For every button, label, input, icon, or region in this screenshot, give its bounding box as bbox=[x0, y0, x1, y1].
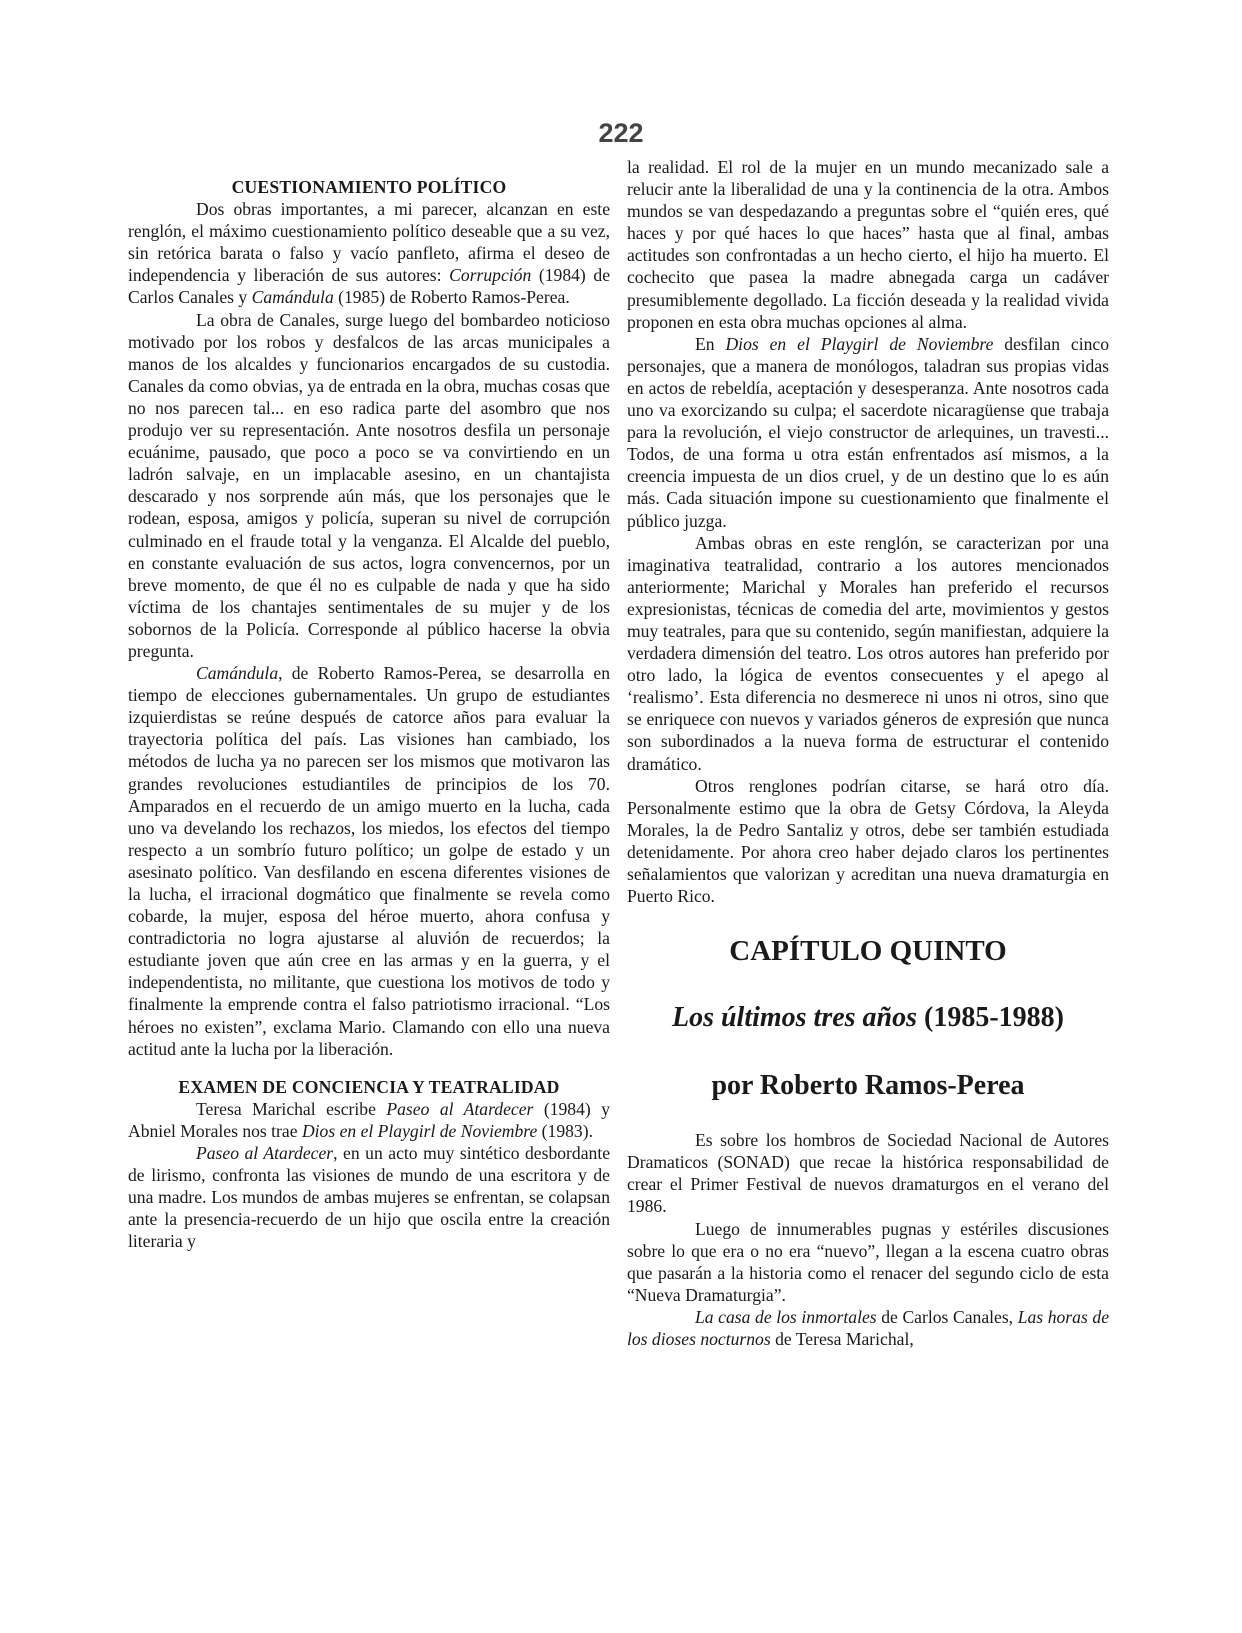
text-run: de Carlos Canales, bbox=[876, 1306, 1018, 1327]
text-run: , en un acto muy sintético desbordante de lirismo, confronta las visiones de mundo de una escritora y de una madre. Los mundos de ambas mujeres se enfrentan, se colapsan ante la presencia-recuerdo de un hijo que oscila entre la creación literaria y bbox=[128, 1143, 611, 1252]
paragraph: la realidad. El rol de la mujer en un mundo mecanizado sale a relucir ante la liberalidad de una y la continencia de la otra. Ambos mundos se van despedazando a preguntas sobre el “quién eres, qué haces y por qué haces lo que haces” hasta que al final, ambas actitudes son confrontadas a un hecho cierto, el hijo ha muerto. El cochecito que pasea la madre abnegada carga un cadáver presumiblemente degollado. La ficción deseada y la realidad vivida proponen en esta obra muchas opciones al alma. bbox=[627, 157, 1109, 332]
chapter-subtitle-years: (1985-1988) bbox=[917, 1002, 1065, 1034]
chapter-author: por Roberto Ramos-Perea bbox=[711, 1070, 1025, 1102]
text-run: , de Roberto Ramos-Perea, se desarrolla en tiempo de elecciones gubernamentales. Un grupo de estudiantes izquierdistas se reúne después de catorce años para evaluar la trayectoria política del país. Las visiones han cambiado, los métodos de lucha ya no parecen ser los mismos que motivaron las grandes revoluciones estudiantiles de principios de los 70. Amparados en el recuerdo de un amigo muerto en la lucha, cada uno va develando los rechazos, los miedos, los efectos del tiempo respecto a un sombrío futuro político; un golpe de estado y un asesinato político. Van desfilando en escena diferentes visiones de la lucha, el irracional dogmático que finalmente se revela como cobarde, la mujer, esposa del héroe muerto, ahora confusa y contradictoria no logra ajustarse al aluvión de recuerdos; la estudiante joven que aún cree en las armas y en la guerra, y el independentista, no militante, que cuestiona los motivos de todo y finalmente la emprende contra el falso patriotismo irracional. “Los héroes no existen”, exclama Mario. Clamando con ello una nueva actitud ante la lucha por la liberación. bbox=[128, 663, 610, 1059]
section-heading-cuestionamiento: CUESTIONAMIENTO POLÍTICO bbox=[231, 177, 507, 197]
right-column bbox=[627, 156, 1109, 1350]
paragraph bbox=[128, 1098, 610, 1142]
page-number: 222 bbox=[598, 118, 644, 148]
chapter-title: CAPÍTULO QUINTO bbox=[729, 935, 1007, 968]
work-title: Dios en el Playgirl de Noviembre bbox=[725, 333, 994, 354]
text-run: En bbox=[695, 333, 726, 354]
text-run: (1985) de Roberto Ramos-Perea. bbox=[333, 287, 570, 308]
paragraph bbox=[128, 198, 610, 308]
work-title: Paseo al Atardecer bbox=[386, 1098, 534, 1119]
chapter-subtitle bbox=[627, 1001, 1109, 1035]
section-heading-examen: EXAMEN DE CONCIENCIA Y TEATRALIDAD bbox=[178, 1076, 560, 1097]
work-title: Camándula bbox=[196, 663, 279, 684]
paragraph: La obra de Canales, surge luego del bombardeo noticioso motivado por los robos y desfalcos de las arcas municipales a manos de los alcaldes y funcionarios encargados de su custodia. Canales da como obvias, ya de entrada en la obra, muchas cosas que no nos parecen tal... en eso radica parte del asombro que nos produjo ver su representación. Ante nosotros desfila un personaje ecuánime, pausado, que poco a poco se va convirtiendo en un ladrón salvaje, en un implacable asesino, en un chantajista descarado y nos sorprende aún más, que los personajes que le rodean, esposa, amigos y policía, superan su nivel de corrupción culminado en el fraude total y la venganza. El Alcalde del pueblo, en constante evaluación de sus actos, logra convencernos, por un breve momento, de que él no es culpable de nada y que ha sido víctima de los chantajes sentimentales de su mujer y de los sobornos de la Policía. Corresponde al público hacerse la obvia pregunta. bbox=[128, 309, 610, 661]
text-run: (1984) de Carlos Canales y bbox=[128, 265, 610, 308]
text-run: desfilan cinco personajes, que a manera de monólogos, taladran sus propias vidas en actos de rebeldía, aceptación y desesperanza. Ante nosotros cada uno va exorcizando su culpa; el sacerdote nicaragüense que trabaja para la revolución, el viejo constructor de arlequines, un travesti... Todos, de una forma u otra están enfrentados así mismos, a la creencia impuesta de un dios cruel, y de un destino que lo es aún más. Cada situación impone su cuestionamiento que finalmente el público juzga. bbox=[627, 333, 1110, 531]
work-title: Camándula bbox=[251, 287, 334, 308]
work-title: Paseo al Atardecer bbox=[196, 1143, 334, 1164]
paragraph: Luego de innumerables pugnas y estériles discusiones sobre lo que era o no era “nuevo”, llegan a la escena cuatro obras que pasarán a la historia como el renacer del segundo ciclo de esta “Nueva Dramaturgia”. bbox=[627, 1218, 1109, 1305]
text-run: de Teresa Marichal, bbox=[770, 1329, 914, 1350]
text-run: (1983). bbox=[537, 1120, 593, 1141]
text-run: (1984) y Abniel Morales nos trae bbox=[128, 1098, 611, 1141]
paragraph: Otros renglones podrían citarse, se hará otro día. Personalmente estimo que la obra de Getsy Córdova, la Aleyda Morales, la de Pedro Santaliz y otros, debe ser también estudiada detenidamente. Por ahora creo haber dejado claros los pertinentes señalamientos que valorizan y acreditan una nueva dramaturgia en Puerto Rico. bbox=[627, 775, 1109, 907]
paragraph: Ambas obras en este renglón, se caracterizan por una imaginativa teatralidad, contrario a los autores mencionados anteriormente; Marichal y Morales han preferido el recursos expresionistas, técnicas de comedia del arte, movimientos y gestos muy teatrales, para que su contenido, según manifiestan, adquiere la verdadera dimensión del teatro. Los otros autores han preferido por otro lado, la lógica de eventos consecuentes y el apego al ‘realismo’. Esta diferencia no desmerece ni unos ni otros, sino que se enriquece con nuevos y variados géneros de expresión que nunca son subordinados a la nueva forma de estructurar el contenido dramático. bbox=[627, 532, 1109, 774]
chapter-subtitle-italic: Los últimos tres años bbox=[671, 1002, 918, 1034]
text-run: Teresa Marichal escribe bbox=[196, 1098, 387, 1119]
work-title: Dios en el Playgirl de Noviembre bbox=[301, 1120, 538, 1141]
work-title: La casa de los inmortales bbox=[695, 1306, 877, 1327]
work-title: Corrupción bbox=[449, 265, 532, 286]
paragraph bbox=[627, 333, 1109, 532]
paragraph bbox=[128, 662, 610, 1060]
text-run: Dos obras importantes, a mi parecer, alcanzan en este renglón, el máximo cuestionamiento político deseable que a su vez, sin retórica barata o falso y vacío panfleto, afirma el deseo de independencia y liberación de sus autores: bbox=[128, 199, 610, 286]
left-column bbox=[128, 156, 610, 1253]
work-title: Las horas de los dioses nocturnos bbox=[627, 1306, 1110, 1350]
spacer bbox=[627, 1103, 1109, 1129]
paragraph: Es sobre los hombros de Sociedad Nacional de Autores Dramaticos (SONAD) que recae la histórica responsabilidad de crear el Primer Festival de nuevos dramaturgos en el verano del 1986. bbox=[627, 1130, 1109, 1217]
paragraph bbox=[128, 1142, 610, 1252]
paragraph bbox=[627, 1306, 1109, 1350]
